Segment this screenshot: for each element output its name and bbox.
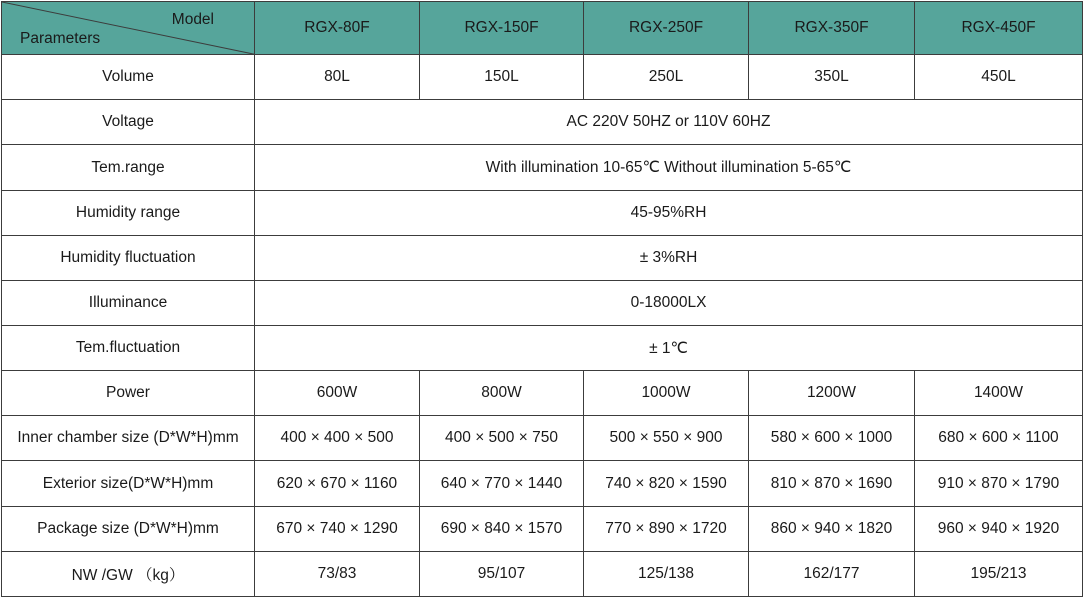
model-header-1: RGX-80F — [255, 2, 420, 55]
value-cell: 770 × 890 × 1720 — [584, 506, 749, 551]
shared-value-cell: With illumination 10-65℃ Without illumination 5-65℃ — [255, 145, 1083, 190]
table-row — [2, 100, 1083, 145]
table-row — [2, 190, 1083, 235]
value-cell: 910 × 870 × 1790 — [915, 461, 1083, 506]
value-cell: 125/138 — [584, 551, 749, 596]
value-cell: 400 × 400 × 500 — [255, 416, 420, 461]
value-cell: 1000W — [584, 371, 749, 416]
table-row — [2, 280, 1083, 325]
row-label: Illuminance — [2, 280, 255, 325]
value-cell: 500 × 550 × 900 — [584, 416, 749, 461]
value-cell: 400 × 500 × 750 — [420, 416, 584, 461]
table-row — [2, 55, 1083, 100]
value-cell: 580 × 600 × 1000 — [749, 416, 915, 461]
spec-table — [1, 1, 1083, 597]
row-label: Package size (D*W*H)mm — [2, 506, 255, 551]
table-row — [2, 145, 1083, 190]
value-cell: 350L — [749, 55, 915, 100]
shared-value-cell: ± 3%RH — [255, 235, 1083, 280]
value-cell: 250L — [584, 55, 749, 100]
model-header-2: RGX-150F — [420, 2, 584, 55]
value-cell: 162/177 — [749, 551, 915, 596]
row-label: Humidity range — [2, 190, 255, 235]
table-row — [2, 235, 1083, 280]
corner-cell — [2, 2, 255, 55]
value-cell: 195/213 — [915, 551, 1083, 596]
table-row — [2, 506, 1083, 551]
value-cell: 150L — [420, 55, 584, 100]
value-cell: 960 × 940 × 1920 — [915, 506, 1083, 551]
value-cell: 860 × 940 × 1820 — [749, 506, 915, 551]
row-label: Humidity fluctuation — [2, 235, 255, 280]
value-cell: 80L — [255, 55, 420, 100]
table-row — [2, 326, 1083, 371]
table-row — [2, 461, 1083, 506]
model-header-5: RGX-450F — [915, 2, 1083, 55]
value-cell: 690 × 840 × 1570 — [420, 506, 584, 551]
shared-value-cell: ± 1℃ — [255, 326, 1083, 371]
row-label: Exterior size(D*W*H)mm — [2, 461, 255, 506]
value-cell: 670 × 740 × 1290 — [255, 506, 420, 551]
model-header-3: RGX-250F — [584, 2, 749, 55]
value-cell: 1400W — [915, 371, 1083, 416]
header-row — [2, 2, 1083, 55]
corner-model-label: Model — [171, 11, 214, 28]
value-cell: 73/83 — [255, 551, 420, 596]
value-cell: 95/107 — [420, 551, 584, 596]
row-label: Tem.range — [2, 145, 255, 190]
table-row — [2, 416, 1083, 461]
row-label: Volume — [2, 55, 255, 100]
value-cell: 600W — [255, 371, 420, 416]
value-cell: 1200W — [749, 371, 915, 416]
row-label: Voltage — [2, 100, 255, 145]
row-label: Inner chamber size (D*W*H)mm — [2, 416, 255, 461]
row-label: Power — [2, 371, 255, 416]
table-row — [2, 371, 1083, 416]
table-row — [2, 551, 1083, 596]
value-cell: 640 × 770 × 1440 — [420, 461, 584, 506]
value-cell: 810 × 870 × 1690 — [749, 461, 915, 506]
model-header-4: RGX-350F — [749, 2, 915, 55]
shared-value-cell: 45-95%RH — [255, 190, 1083, 235]
shared-value-cell: 0-18000LX — [255, 280, 1083, 325]
corner-parameters-label: Parameters — [20, 30, 101, 48]
row-label: Tem.fluctuation — [2, 326, 255, 371]
value-cell: 740 × 820 × 1590 — [584, 461, 749, 506]
value-cell: 680 × 600 × 1100 — [915, 416, 1083, 461]
value-cell: 450L — [915, 55, 1083, 100]
value-cell: 800W — [420, 371, 584, 416]
shared-value-cell: AC 220V 50HZ or 110V 60HZ — [255, 100, 1083, 145]
row-label: NW /GW （kg） — [2, 551, 255, 596]
value-cell: 620 × 670 × 1160 — [255, 461, 420, 506]
